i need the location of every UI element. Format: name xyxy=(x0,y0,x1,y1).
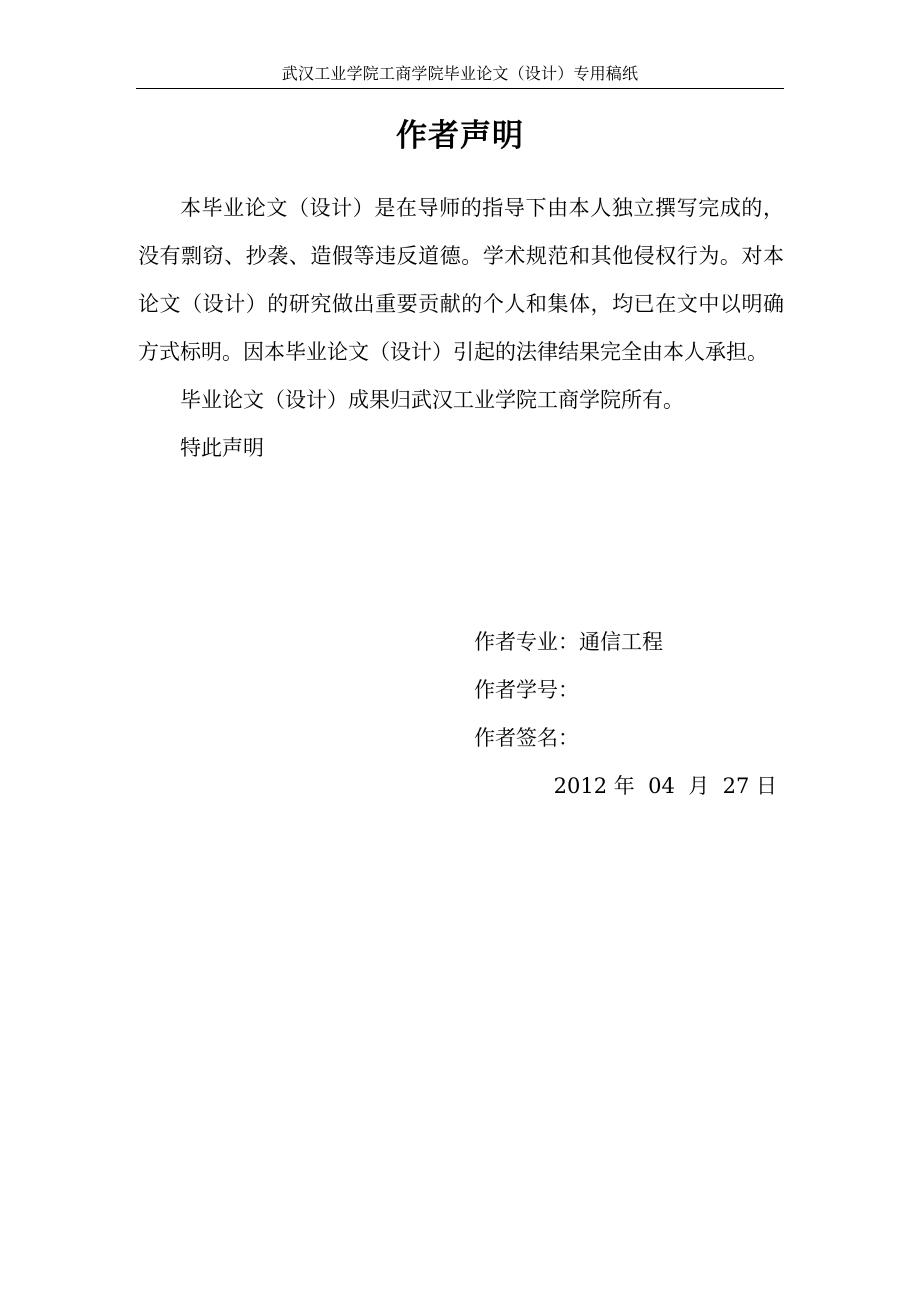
date-month: 04 xyxy=(648,774,675,798)
page-title: 作者声明 xyxy=(396,118,524,154)
author-major-label: 作者专业： xyxy=(474,630,579,654)
date-day: 27 xyxy=(722,774,750,798)
date-month-unit: 月 xyxy=(688,774,710,798)
author-signature-row xyxy=(474,714,784,762)
declaration-date xyxy=(474,762,777,810)
page-header: 武汉工业学院工商学院毕业论文（设计）专用稿纸 xyxy=(281,64,639,83)
closing-paragraph: 特此声明 xyxy=(180,436,264,460)
author-info-block xyxy=(474,618,784,762)
ownership-paragraph: 毕业论文（设计）成果归武汉工业学院工商学院所有。 xyxy=(180,388,684,412)
author-major-value: 通信工程 xyxy=(579,630,663,654)
declaration-body xyxy=(138,184,784,472)
author-student-id-label: 作者学号： xyxy=(474,678,579,702)
declaration-paragraph: 本毕业论文（设计）是在导师的指导下由本人独立撰写完成的，没有剽窃、抄袭、造假等违反道德。学术规范和其他侵权行为。对本论文（设计）的研究做出重要贡献的个人和集体，均已在文中以明确方式标明。因本毕业论文（设计）引起的法律结果完全由本人承担。 xyxy=(138,196,784,364)
date-year: 2012 xyxy=(553,774,608,798)
header-divider xyxy=(136,88,784,89)
author-major-row xyxy=(474,618,784,666)
author-signature-label: 作者签名： xyxy=(474,726,579,750)
date-day-unit: 日 xyxy=(756,774,777,798)
date-year-unit: 年 xyxy=(613,774,635,798)
author-student-id-row xyxy=(474,666,784,714)
